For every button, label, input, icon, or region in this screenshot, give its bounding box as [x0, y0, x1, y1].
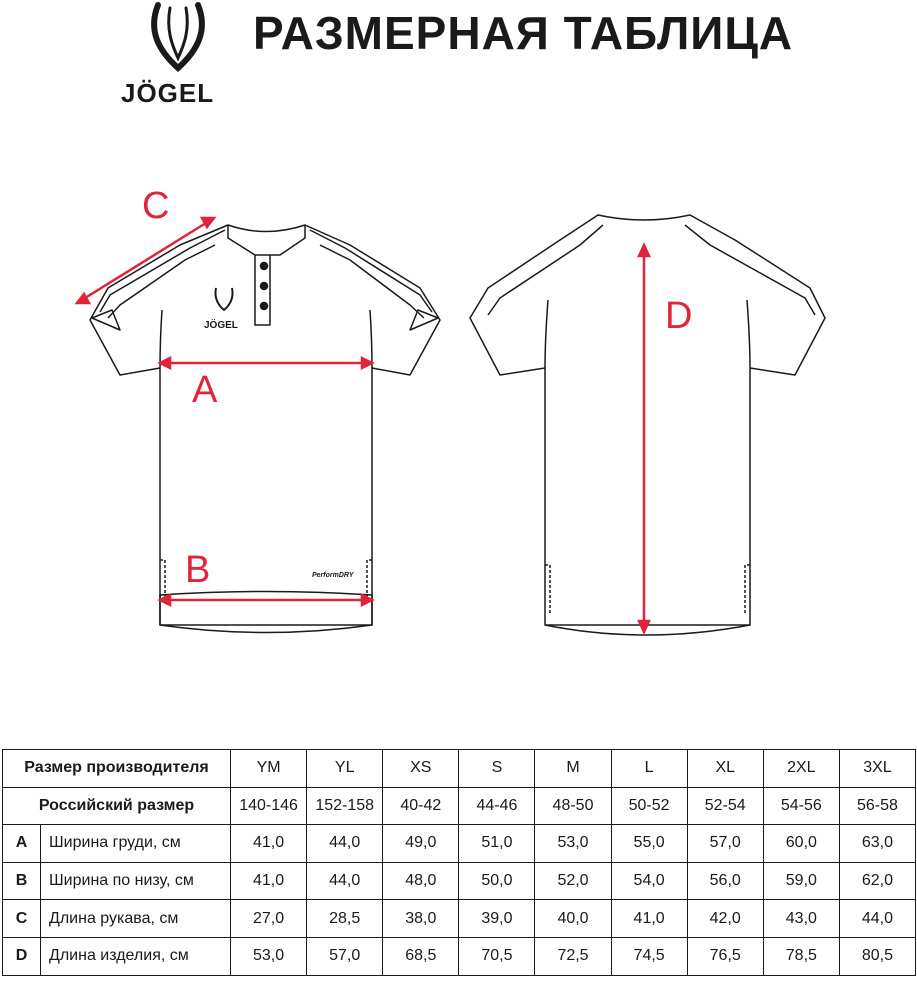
size-cell: YL	[307, 750, 383, 788]
size-cell: L	[611, 750, 687, 788]
value-cell: 27,0	[231, 900, 307, 938]
back-shirt-outline	[470, 215, 825, 625]
value-cell: 63,0	[839, 825, 915, 863]
value-cell: 56,0	[687, 862, 763, 900]
value-cell: 28,5	[307, 900, 383, 938]
value-cell: 52,0	[535, 862, 611, 900]
value-cell: 60,0	[763, 825, 839, 863]
row-letter: A	[3, 825, 41, 863]
table-row	[3, 825, 916, 863]
label-b: B	[185, 549, 211, 591]
value-cell: 41,0	[611, 900, 687, 938]
value-cell: 78,5	[763, 937, 839, 975]
ru-size-cell: 52-54	[687, 787, 763, 825]
brand-name: JÖGEL	[121, 78, 215, 108]
shirt-measurement-diagram	[0, 170, 917, 670]
value-cell: 70,5	[459, 937, 535, 975]
ru-size-cell: 50-52	[611, 787, 687, 825]
header-label: Размер производителя	[3, 750, 231, 788]
value-cell: 72,5	[535, 937, 611, 975]
shirt-logo-text: JÖGEL	[204, 320, 238, 331]
value-cell: 80,5	[839, 937, 915, 975]
measure-c-line	[77, 218, 214, 303]
size-cell: M	[535, 750, 611, 788]
value-cell: 39,0	[459, 900, 535, 938]
table-row	[3, 900, 916, 938]
label-c: C	[142, 185, 170, 227]
page-title: РАЗМЕРНАЯ ТАБЛИЦА	[253, 7, 794, 59]
size-cell: 2XL	[763, 750, 839, 788]
label-d: D	[665, 295, 693, 337]
row-param: Ширина по низу, см	[41, 862, 231, 900]
row-letter: C	[3, 900, 41, 938]
value-cell: 49,0	[383, 825, 459, 863]
table-row	[3, 862, 916, 900]
row-param: Ширина груди, см	[41, 825, 231, 863]
size-cell: YM	[231, 750, 307, 788]
ru-label: Российский размер	[3, 787, 231, 825]
value-cell: 42,0	[687, 900, 763, 938]
value-cell: 57,0	[687, 825, 763, 863]
value-cell: 38,0	[383, 900, 459, 938]
table-row	[3, 937, 916, 975]
size-cell: XL	[687, 750, 763, 788]
value-cell: 59,0	[763, 862, 839, 900]
row-letter: B	[3, 862, 41, 900]
value-cell: 76,5	[687, 937, 763, 975]
value-cell: 50,0	[459, 862, 535, 900]
ru-size-cell: 44-46	[459, 787, 535, 825]
ru-size-cell: 140-146	[231, 787, 307, 825]
value-cell: 68,5	[383, 937, 459, 975]
value-cell: 41,0	[231, 825, 307, 863]
value-cell: 54,0	[611, 862, 687, 900]
row-letter: D	[3, 937, 41, 975]
size-cell: S	[459, 750, 535, 788]
value-cell: 43,0	[763, 900, 839, 938]
size-cell: 3XL	[839, 750, 915, 788]
value-cell: 53,0	[231, 937, 307, 975]
row-param: Длина изделия, см	[41, 937, 231, 975]
front-collar-icon	[228, 225, 305, 255]
value-cell: 40,0	[535, 900, 611, 938]
size-table	[2, 749, 916, 976]
value-cell: 48,0	[383, 862, 459, 900]
value-cell: 74,5	[611, 937, 687, 975]
value-cell: 51,0	[459, 825, 535, 863]
value-cell: 57,0	[307, 937, 383, 975]
ru-size-cell: 48-50	[535, 787, 611, 825]
size-cell: XS	[383, 750, 459, 788]
value-cell: 44,0	[307, 862, 383, 900]
value-cell: 55,0	[611, 825, 687, 863]
ru-size-cell: 56-58	[839, 787, 915, 825]
table-ru-row	[3, 787, 916, 825]
value-cell: 44,0	[839, 900, 915, 938]
label-a: A	[192, 369, 218, 411]
value-cell: 53,0	[535, 825, 611, 863]
ru-size-cell: 152-158	[307, 787, 383, 825]
shirt-print-text: PerformDRY	[312, 572, 354, 579]
row-param: Длина рукава, см	[41, 900, 231, 938]
value-cell: 62,0	[839, 862, 915, 900]
value-cell: 44,0	[307, 825, 383, 863]
value-cell: 41,0	[231, 862, 307, 900]
table-header-row	[3, 750, 916, 788]
ru-size-cell: 54-56	[763, 787, 839, 825]
ru-size-cell: 40-42	[383, 787, 459, 825]
